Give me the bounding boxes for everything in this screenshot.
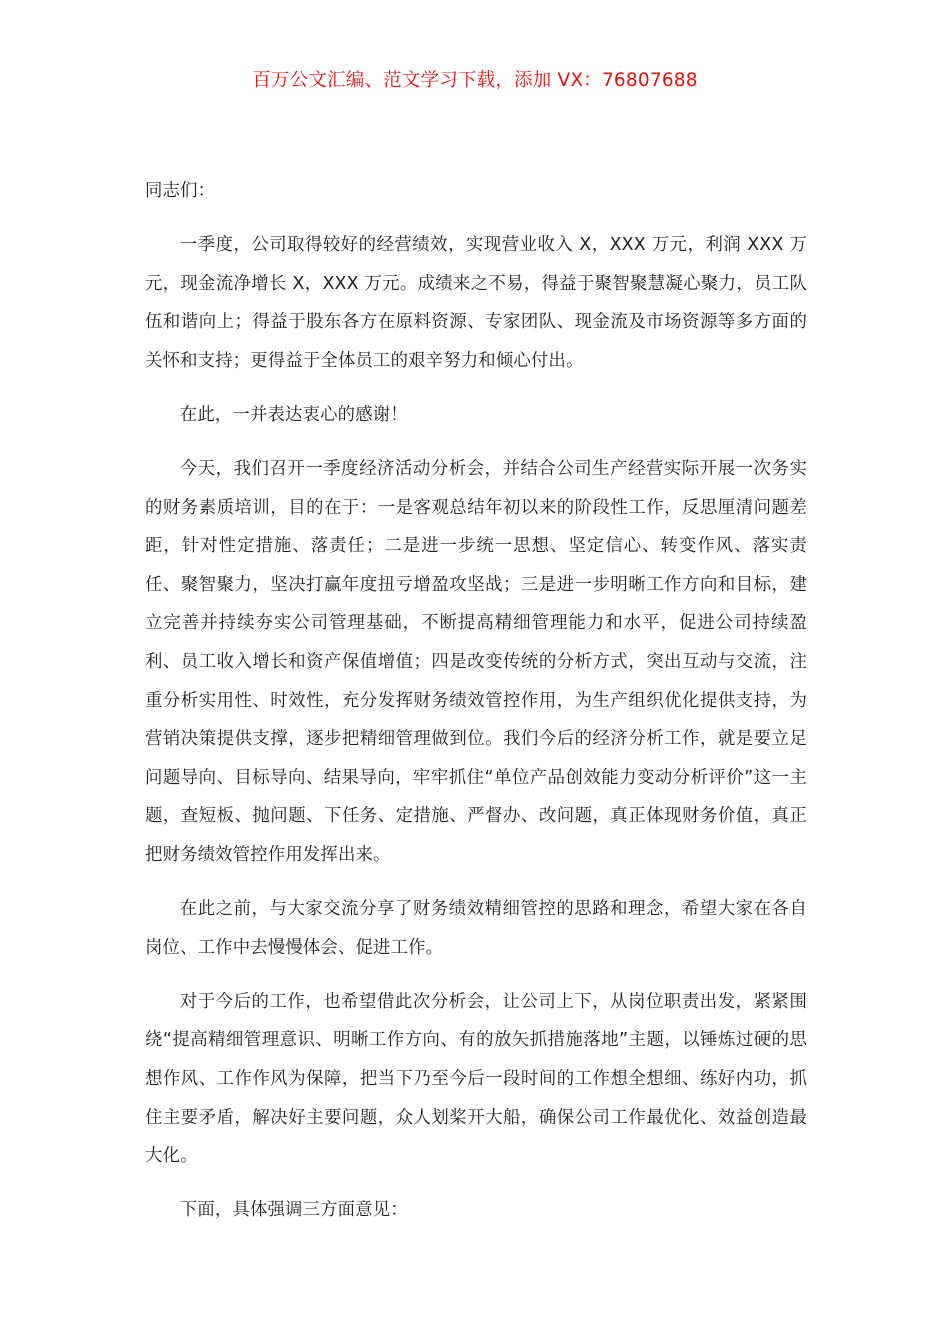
paragraph: 对于今后的工作，也希望借此次分析会，让公司上下，从岗位职责出发，紧紧围绕“提高精细管理意识、明晰工作方向、有的放矢抓措施落地”主题，以锤炼过硬的思想作风、工作作风为保障，把当下乃至今后一段时间的工作想全想细、练好内功，抓住主要矛盾，解决好主要问题，众人划桨开大船，确保公司工作最优化、效益创造最大化。: [145, 991, 807, 1167]
paragraph: 在此，一并表达衷心的感谢！: [179, 404, 408, 425]
document-body: [145, 172, 807, 1245]
paragraph: 在此之前，与大家交流分享了财务绩效精细管控的思路和理念，希望大家在各自岗位、工作中去慢慢体会、促进工作。: [145, 899, 807, 958]
paragraph: 今天，我们召开一季度经济活动分析会，并结合公司生产经营实际开展一次务实的财务素质培训，目的在于：一是客观总结年初以来的阶段性工作，反思厘清问题差距，针对性定措施、落责任；二是进一步统一思想、坚定信心、转变作风、落实责任、聚智聚力，坚决打赢年度扭亏增盈攻坚战；三是进一步明晰工作方向和目标，建立完善并持续夯实公司管理基础，不断提高精细管理能力和水平，促进公司持续盈利、员工收入增长和资产保值增值；四是改变传统的分析方式，突出互动与交流，注重分析实用性、时效性，充分发挥财务绩效管控作用，为生产组织优化提供支持，为营销决策提供支撑，逐步把精细管理做到位。我们今后的经济分析工作，就是要立足问题导向、目标导向、结果导向，牢牢抓住“单位产品创效能力变动分析评价”这一主题，查短板、抛问题、下任务、定措施、严督办、改问题，真正体现财务价值，真正把财务绩效管控作用发挥出来。: [145, 459, 807, 865]
paragraph: 下面，具体强调三方面意见：: [179, 1200, 408, 1221]
salutation: 同志们：: [145, 181, 216, 201]
header-banner: 百万公文汇编、范文学习下载，添加 VX：76807688: [252, 70, 698, 91]
paragraph: 一季度，公司取得较好的经营绩效，实现营业收入 X，XXX 万元，利润 XXX 万元，现金流净增长 X，XXX 万元。成绩来之不易，得益于聚智聚慧凝心聚力，员工队伍和谐向上；得益于股东各方在原料资源、专家团队、现金流及市场资源等多方面的关怀和支持；更得益于全体员工的艰辛努力和倾心付出。: [145, 235, 807, 371]
